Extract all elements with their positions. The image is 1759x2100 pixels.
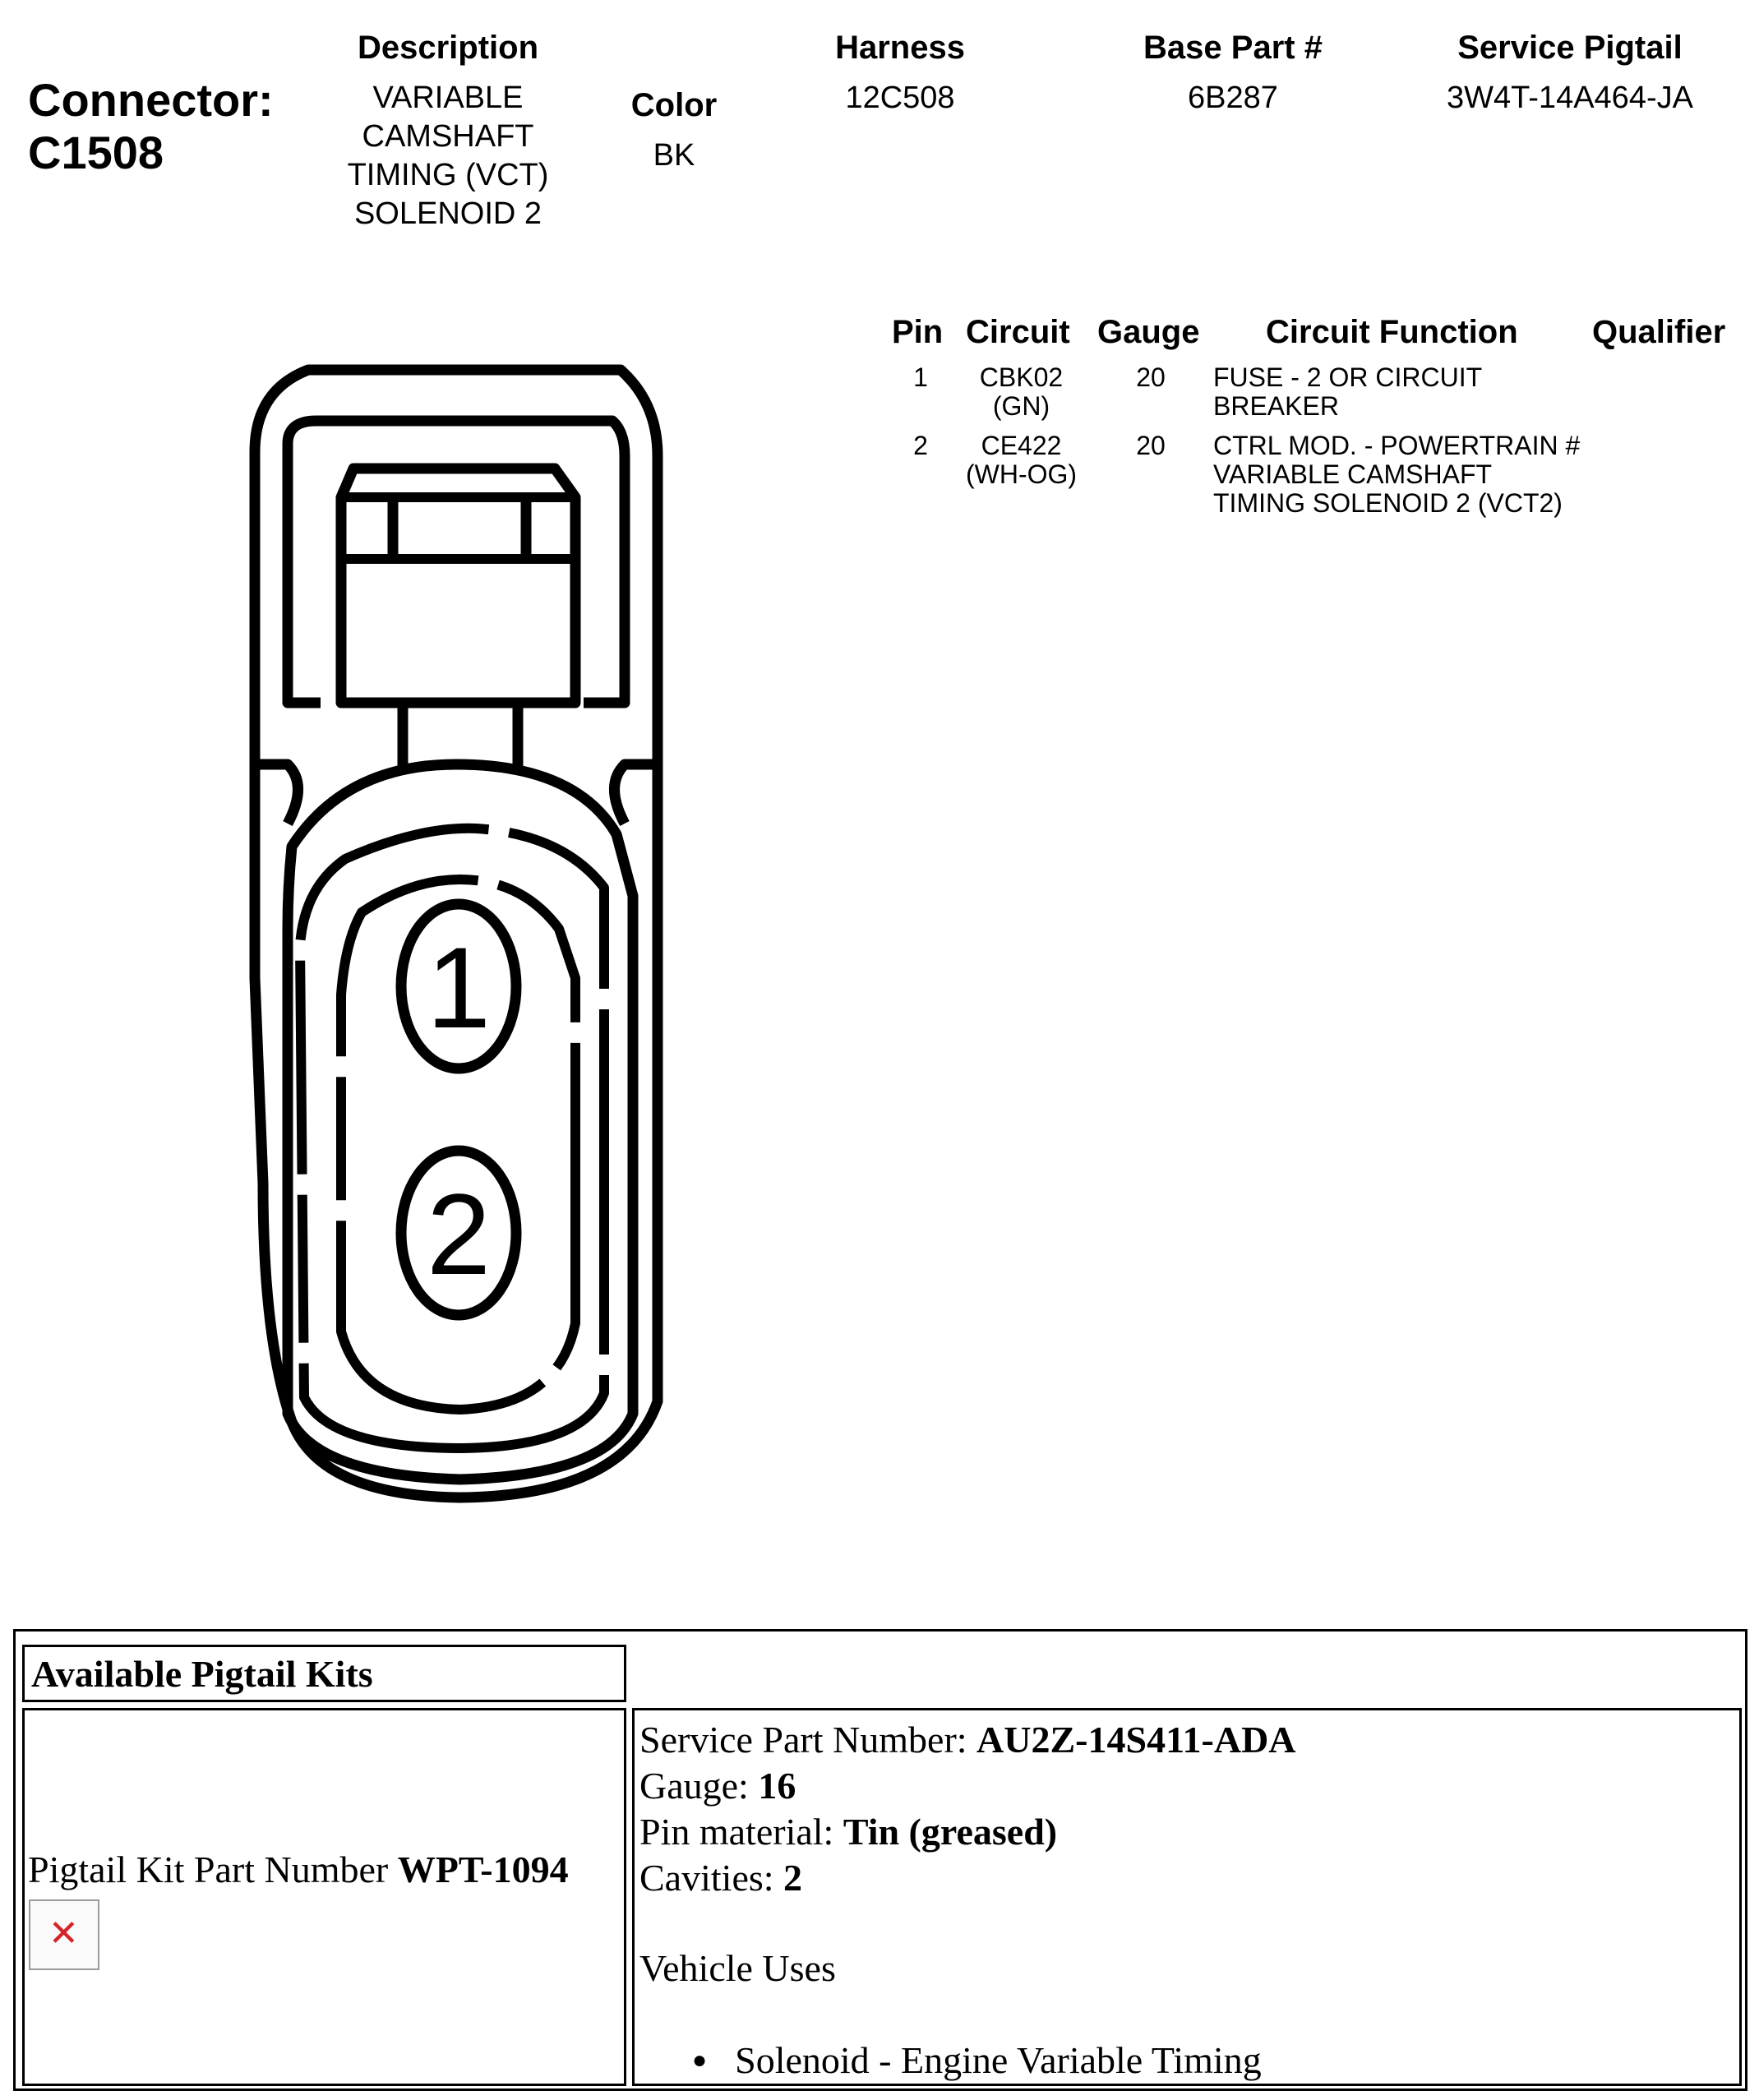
vehicle-uses-label: Vehicle Uses bbox=[639, 1947, 836, 1989]
circuit-code: CE422 bbox=[981, 431, 1062, 460]
function-line: VARIABLE CAMSHAFT bbox=[1213, 459, 1493, 489]
pin-material-value: Tin (greased) bbox=[843, 1811, 1058, 1853]
pin-1-label: 1 bbox=[427, 923, 491, 1052]
pigtail-kit-left-cell bbox=[22, 1708, 626, 2086]
table-row-circuit bbox=[949, 363, 1093, 421]
gauge-col-header: Gauge bbox=[1097, 314, 1200, 350]
base-part-value: 6B287 bbox=[1188, 81, 1278, 115]
connector-face-diagram bbox=[238, 353, 682, 1521]
table-row-function bbox=[1213, 432, 1580, 518]
kit-part-value: WPT-1094 bbox=[397, 1848, 569, 1890]
pigtail-kits-title-box bbox=[22, 1645, 626, 1702]
connector-title bbox=[28, 74, 274, 179]
function-line: BREAKER bbox=[1213, 391, 1339, 421]
pigtail-kit-details-cell bbox=[632, 1708, 1742, 2086]
service-pigtail-header: Service Pigtail bbox=[1457, 30, 1683, 66]
broken-image-x: ✕ bbox=[48, 1913, 79, 1955]
circuit-color: (WH-OG) bbox=[965, 459, 1078, 489]
description-value bbox=[284, 79, 612, 233]
table-row-circuit bbox=[949, 432, 1093, 489]
kit-gauge-value: 16 bbox=[758, 1765, 796, 1807]
kit-part-label: Pigtail Kit Part Number bbox=[28, 1848, 398, 1890]
circuit-col-header: Circuit bbox=[966, 314, 1070, 350]
qualifier-col-header: Qualifier bbox=[1592, 314, 1726, 350]
service-part-label: Service Part Number: bbox=[639, 1719, 977, 1761]
pigtail-kits-title: Available Pigtail Kits bbox=[31, 1653, 373, 1695]
broken-image-icon bbox=[29, 1899, 99, 1970]
table-row-gauge: 20 bbox=[1136, 431, 1166, 460]
connector-id: C1508 bbox=[28, 127, 164, 178]
service-pigtail-value: 3W4T-14A464-JA bbox=[1447, 81, 1693, 115]
kit-gauge-label: Gauge: bbox=[639, 1765, 759, 1807]
circuit-color: (GN) bbox=[992, 391, 1050, 421]
color-value: BK bbox=[653, 138, 695, 173]
kit-gauge bbox=[639, 1763, 796, 1809]
service-part-number bbox=[639, 1717, 1296, 1763]
pigtail-kits-section bbox=[13, 1629, 1747, 2091]
service-part-value: AU2Z-14S411-ADA bbox=[976, 1719, 1296, 1761]
harness-value: 12C508 bbox=[845, 81, 955, 115]
table-row-pin: 1 bbox=[913, 362, 928, 392]
function-line: CTRL MOD. - POWERTRAIN # bbox=[1213, 431, 1581, 460]
table-row-function bbox=[1213, 363, 1482, 421]
circuit-code: CBK02 bbox=[979, 362, 1064, 392]
pin-2-label: 2 bbox=[427, 1170, 491, 1299]
table-row-pin: 2 bbox=[913, 431, 928, 460]
function-line: TIMING SOLENOID 2 (VCT2) bbox=[1213, 488, 1563, 518]
description-header: Description bbox=[357, 30, 539, 66]
function-col-header: Circuit Function bbox=[1266, 314, 1518, 350]
pin-material bbox=[639, 1809, 1057, 1855]
pin-col-header: Pin bbox=[892, 314, 944, 350]
function-line: FUSE - 2 OR CIRCUIT bbox=[1213, 362, 1483, 392]
cavities-value: 2 bbox=[783, 1857, 803, 1899]
table-row-gauge: 20 bbox=[1136, 362, 1166, 392]
harness-header: Harness bbox=[835, 30, 965, 66]
vehicle-use-text: Solenoid - Engine Variable Timing bbox=[735, 2039, 1262, 2081]
pigtail-kit-part-number bbox=[28, 1847, 569, 1893]
latch-outline bbox=[341, 468, 575, 703]
description-line: SOLENOID 2 bbox=[353, 196, 542, 231]
base-part-header: Base Part # bbox=[1143, 30, 1323, 66]
description-line: TIMING (VCT) bbox=[347, 158, 549, 192]
description-line: VARIABLE bbox=[372, 81, 524, 115]
description-line: CAMSHAFT bbox=[362, 119, 534, 154]
cavities-label: Cavities: bbox=[639, 1857, 784, 1899]
cavities bbox=[639, 1855, 802, 1901]
connector-label: Connector: bbox=[28, 74, 274, 126]
bullet-icon: ● bbox=[692, 2047, 708, 2074]
color-header: Color bbox=[630, 87, 718, 123]
vehicle-use-item bbox=[692, 2038, 1262, 2088]
pin-material-label: Pin material: bbox=[639, 1811, 843, 1853]
